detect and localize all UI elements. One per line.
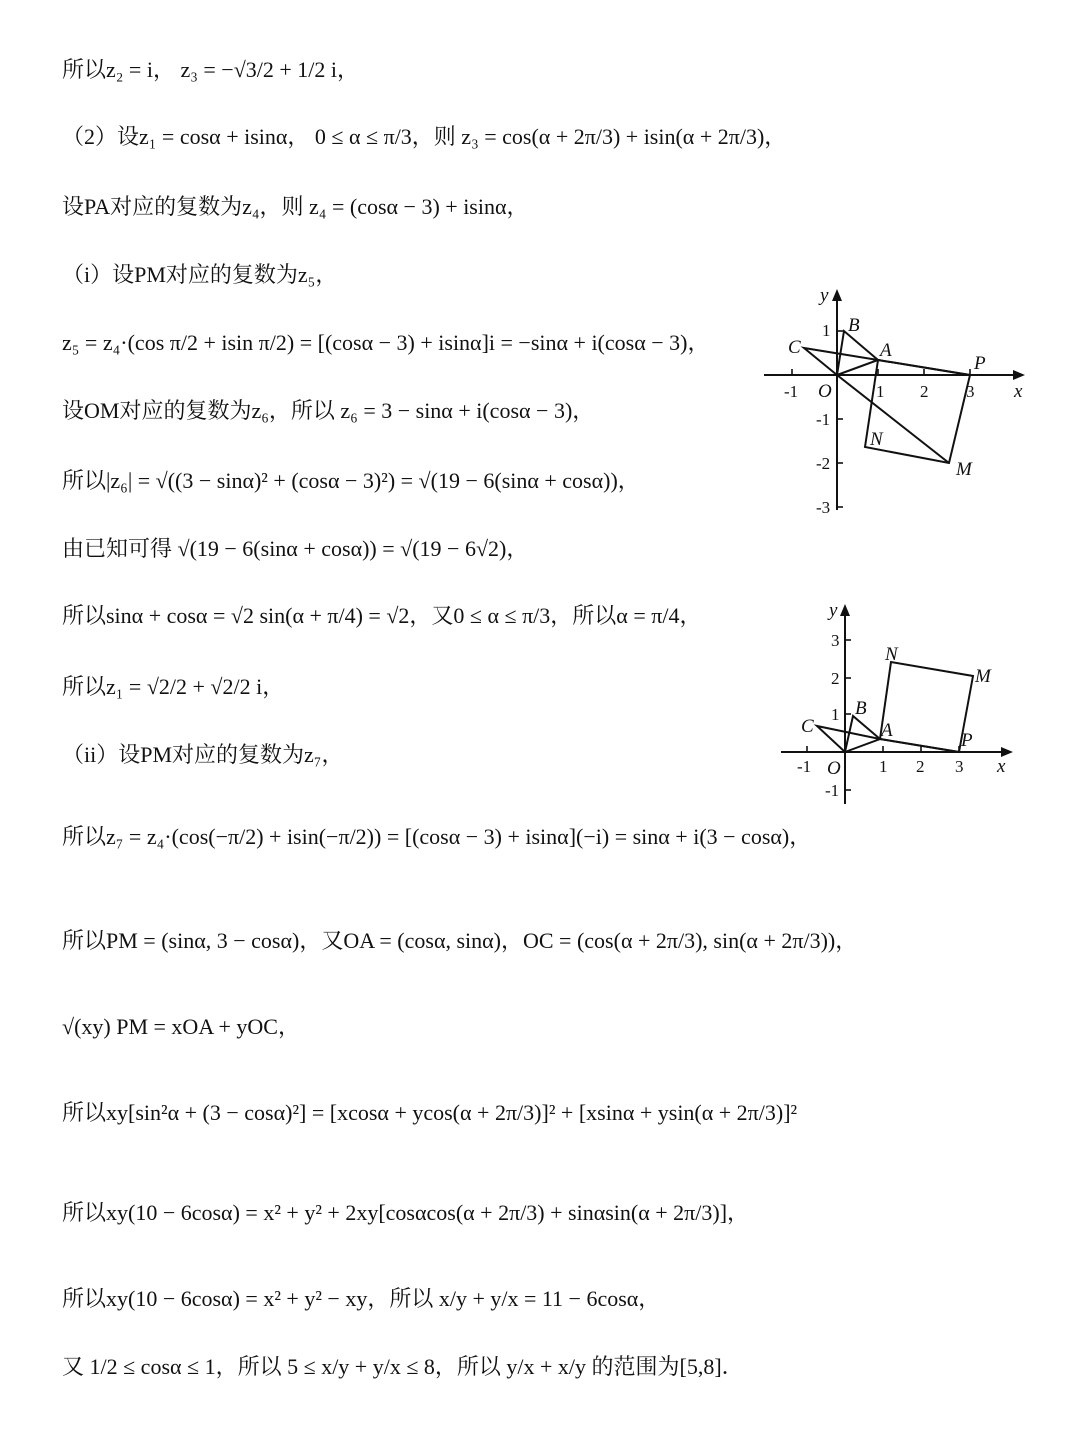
point-p-label: P <box>961 730 973 751</box>
point-b-label: B <box>848 315 860 336</box>
segment-om <box>837 375 949 463</box>
solution-line-1: 所以z₂ = i， z₃ = −√3/2 + 1/2 i， <box>62 57 360 82</box>
square-pmn <box>880 662 973 752</box>
point-m-label: M <box>956 459 972 480</box>
solution-line-5: z₅ = z₄·(cos π/2 + isin π/2) = [(cosα − 3) + isinα]i = −sinα + i(cosα − 3)， <box>62 330 710 355</box>
point-n-label: N <box>885 644 898 665</box>
x-tick-3: 3 <box>966 382 975 401</box>
x-tick-neg1: -1 <box>784 382 799 401</box>
solution-line-3: 设PA对应的复数为z₄，则 z₄ = (cosα − 3) + isinα， <box>62 194 529 219</box>
point-m-label: M <box>975 666 991 687</box>
solution-line-11: （ii）设PM对应的复数为z₇， <box>62 742 344 767</box>
y-tick-1: 1 <box>831 705 840 724</box>
origin-label: O <box>818 381 832 402</box>
point-b-label: B <box>855 698 867 719</box>
point-a-label: A <box>881 720 893 741</box>
x-tick-1: 1 <box>876 382 885 401</box>
y-tick-neg2: -2 <box>816 454 831 473</box>
solution-line-17: 所以xy(10 − 6cosα) = x² + y² − xy，所以 x/y + y/x = 11 − 6cosα， <box>62 1286 661 1311</box>
x-axis-label: x <box>1014 381 1023 402</box>
y-axis-arrow <box>840 604 850 616</box>
point-a-label: A <box>880 340 892 361</box>
segment-ob <box>845 716 880 752</box>
point-c-label: C <box>788 337 801 358</box>
solution-line-7: 所以|z₆| = √((3 − sinα)² + (cosα − 3)²) = √(19 − 6(sinα + cosα))， <box>62 468 640 493</box>
coordinate-figure-2 <box>775 600 1025 810</box>
y-tick-2: 2 <box>831 669 840 688</box>
y-axis-label: y <box>820 285 829 306</box>
x-tick-1: 1 <box>879 757 888 776</box>
x-axis-label: x <box>997 756 1006 777</box>
solution-line-8: 由已知可得 √(19 − 6(sinα + cosα)) = √(19 − 6√2)， <box>62 536 529 561</box>
solution-line-2: （2）设z₁ = cosα + isinα， 0 ≤ α ≤ π/3，则 z₃ = cos(α + 2π/3) + isin(α + 2π/3)， <box>62 124 787 149</box>
solution-line-4: （i）设PM对应的复数为z₅， <box>62 262 338 287</box>
coordinate-figure-1 <box>760 285 1035 520</box>
x-tick-3: 3 <box>955 757 964 776</box>
solution-line-12: 所以z₇ = z₄·(cos(−π/2) + isin(−π/2)) = [(cosα − 3) + isinα](−i) = sinα + i(3 − cosα)， <box>62 824 812 849</box>
x-tick-2: 2 <box>920 382 929 401</box>
solution-line-13: 所以PM = (sinα, 3 − cosα)，又OA = (cosα, sinα)，OC = (cos(α + 2π/3), sin(α + 2π/3))， <box>62 928 858 953</box>
solution-line-9: 所以sinα + cosα = √2 sin(α + π/4) = √2，又0 ≤ α ≤ π/3，所以α = π/4， <box>62 603 702 628</box>
x-tick-neg1: -1 <box>797 757 812 776</box>
y-tick-neg3: -3 <box>816 498 831 517</box>
origin-label: O <box>827 758 841 779</box>
solution-line-18: 又 1/2 ≤ cosα ≤ 1，所以 5 ≤ x/y + y/x ≤ 8，所以 y/x + x/y 的范围为[5,8]． <box>62 1354 744 1379</box>
solution-line-15: 所以xy[sin²α + (3 − cosα)²] = [xcosα + ycos(α + 2π/3)]² + [xsinα + ysin(α + 2π/3)]² <box>62 1100 798 1125</box>
point-n-label: N <box>870 429 883 450</box>
y-tick-3: 3 <box>831 631 840 650</box>
y-axis-arrow <box>832 289 842 301</box>
solution-line-16: 所以xy(10 − 6cosα) = x² + y² + 2xy[cosαcos(α + 2π/3) + sinαsin(α + 2π/3)]， <box>62 1200 750 1225</box>
y-tick-neg1: -1 <box>816 410 831 429</box>
y-tick-1: 1 <box>822 321 831 340</box>
solution-line-6: 设OM对应的复数为z₆，所以 z₆ = 3 − sinα + i(cosα − 3)， <box>62 398 595 423</box>
x-tick-2: 2 <box>916 757 925 776</box>
solution-line-14: √(xy) PM = xOA + yOC， <box>62 1014 300 1039</box>
point-p-label: P <box>974 353 986 374</box>
x-axis-arrow <box>1013 370 1025 380</box>
point-c-label: C <box>801 716 814 737</box>
solution-line-10: 所以z₁ = √2/2 + √2/2 i， <box>62 674 285 699</box>
y-tick-neg1: -1 <box>825 781 840 800</box>
y-axis-label: y <box>829 600 838 621</box>
